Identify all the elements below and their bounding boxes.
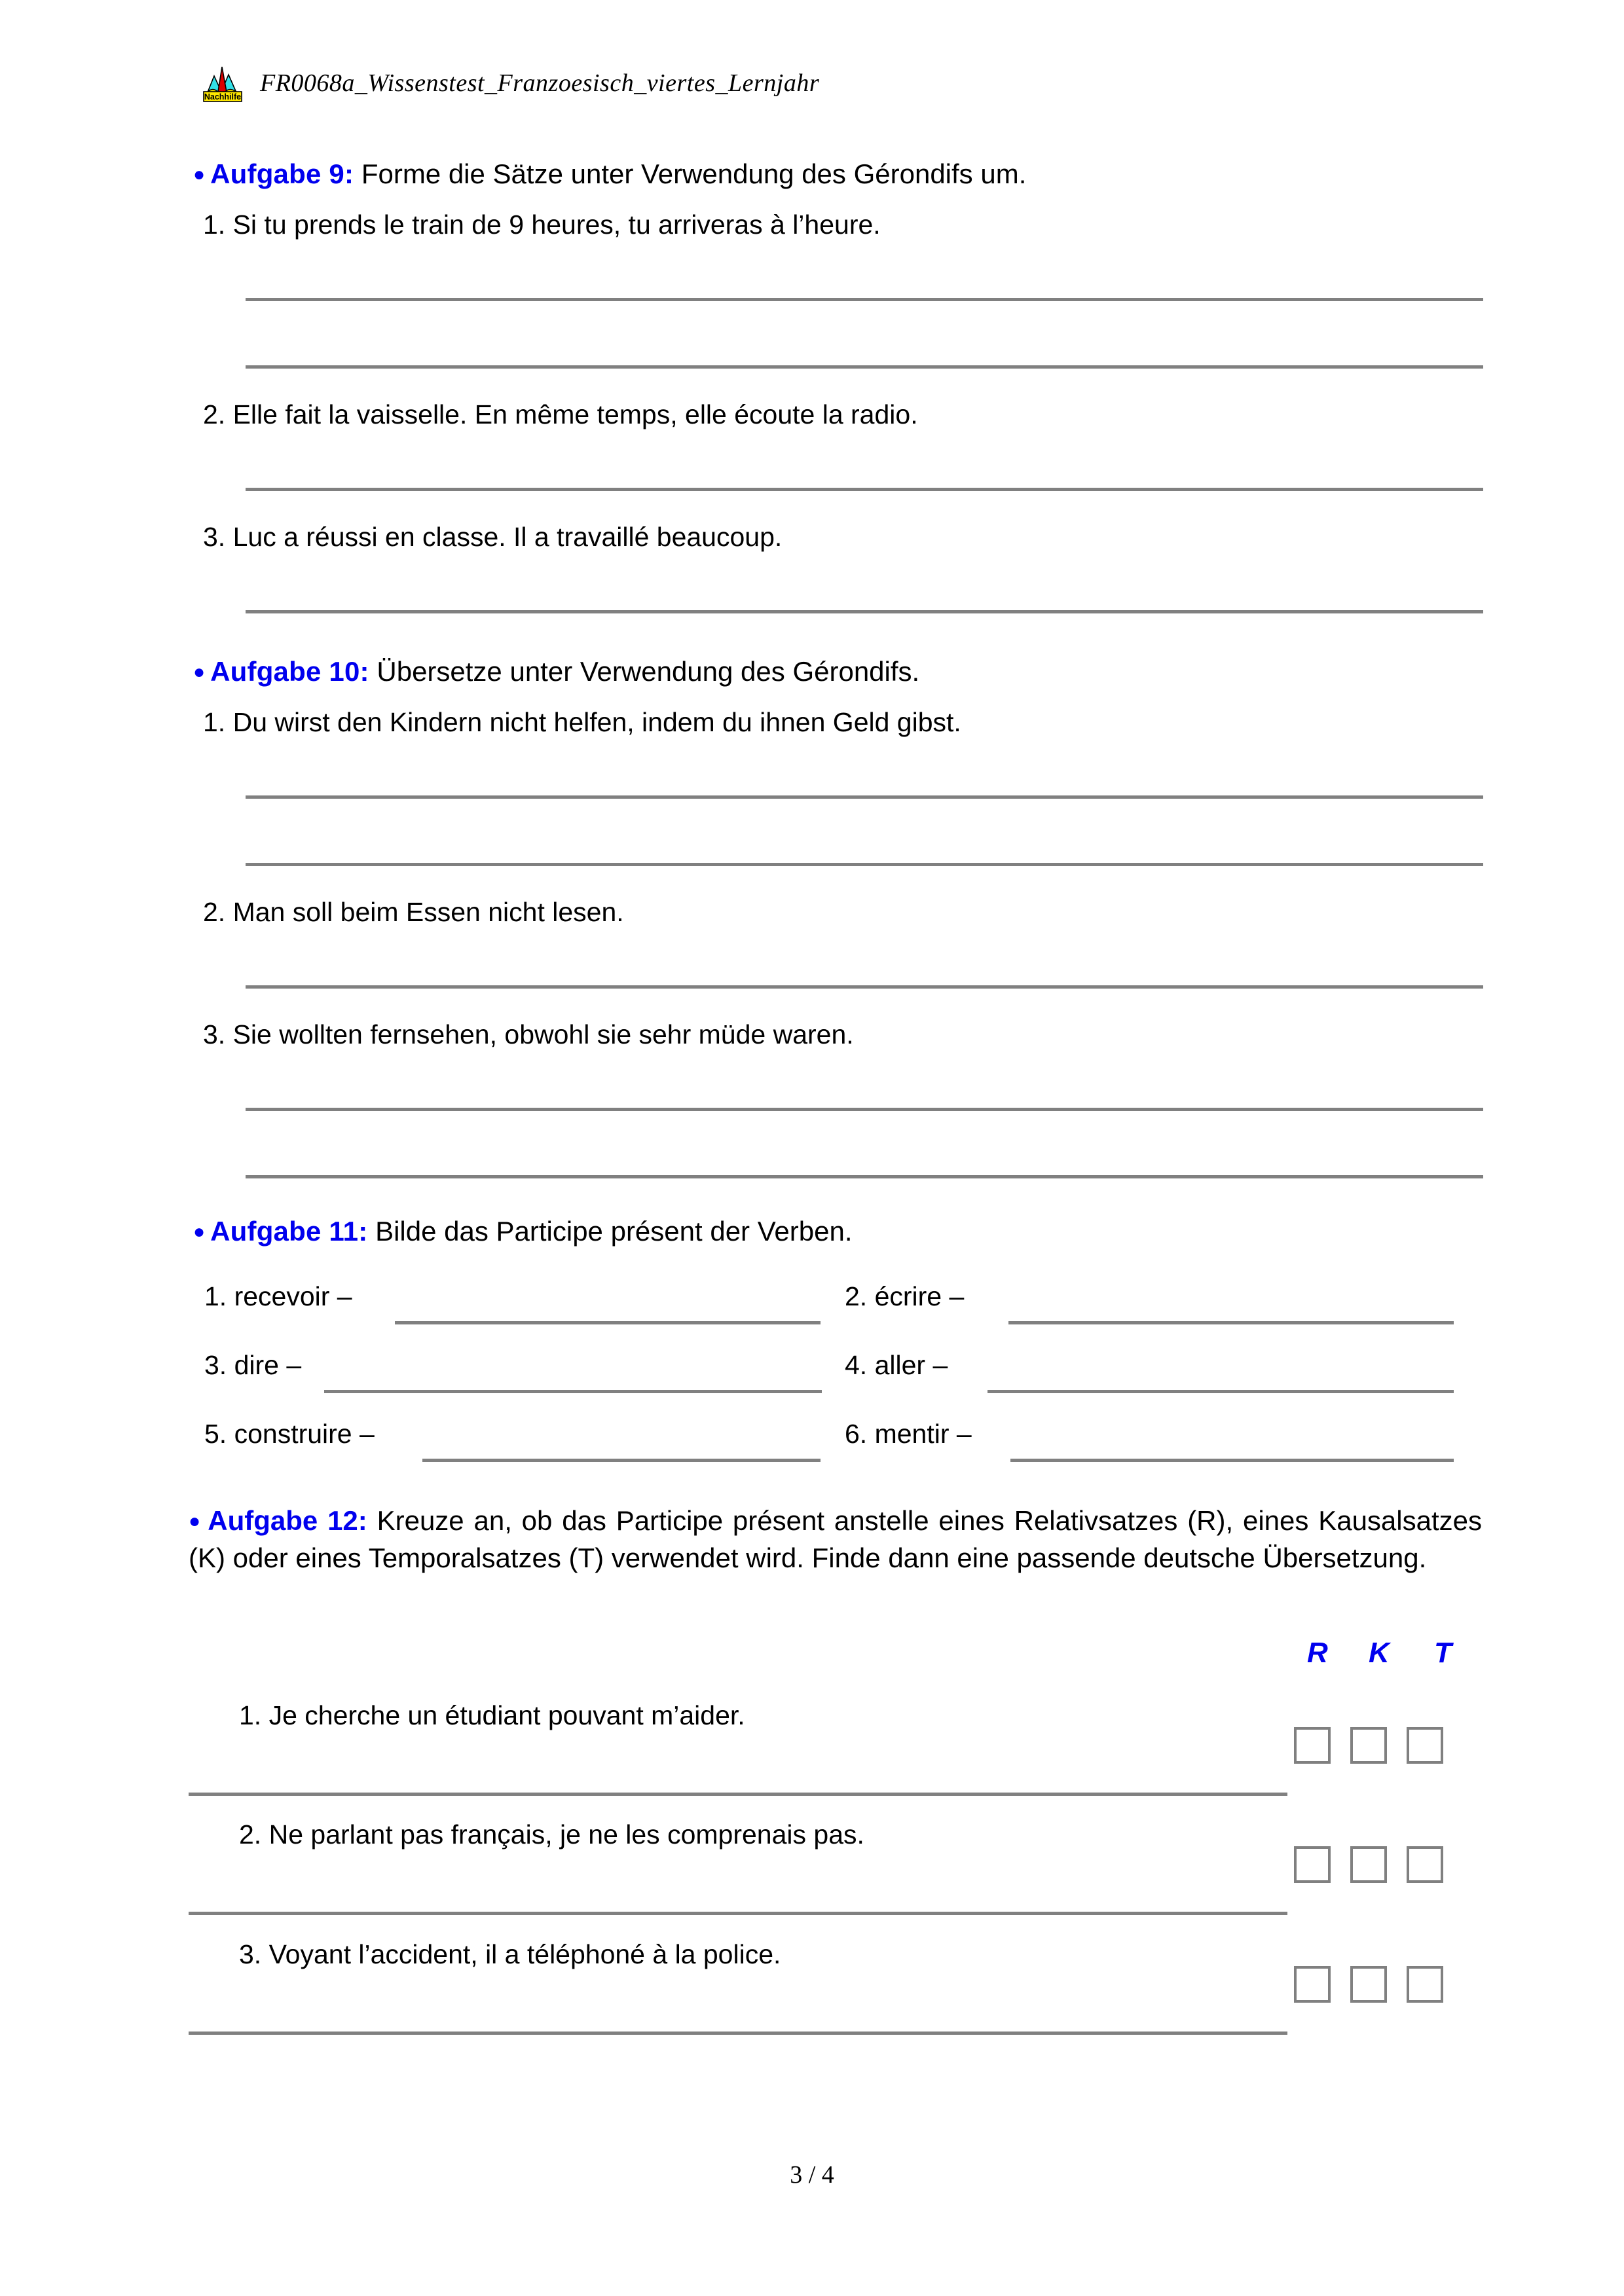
task12-checkbox-2-k[interactable] <box>1350 1846 1387 1883</box>
task11-verb-2: 2. écrire – <box>845 1281 965 1311</box>
task12-checkbox-3-r[interactable] <box>1294 1966 1331 2003</box>
task11-blank-5[interactable] <box>422 1459 821 1462</box>
task9-item-1: 1. Si tu prends le train de 9 heures, tu arriveras à l’heure. <box>203 210 881 240</box>
task12-checkbox-3-k[interactable] <box>1350 1966 1387 2003</box>
task-heading-9 <box>193 157 1026 192</box>
task-heading-10 <box>193 655 919 689</box>
task12-answer-line-3[interactable] <box>189 2032 1287 2035</box>
task11-blank-3[interactable] <box>324 1390 822 1393</box>
column-header-t: T <box>1434 1637 1452 1669</box>
task12-checkbox-1-r[interactable] <box>1294 1727 1331 1764</box>
task-tag-10: Aufgabe 10: <box>210 656 369 687</box>
bullet-icon-12: ● <box>189 1510 203 1532</box>
task-instruction-9: Forme die Sätze unter Verwendung des Gérondifs um. <box>361 158 1027 189</box>
nachhilfe-logo-icon <box>200 63 246 103</box>
task9-item-2: 2. Elle fait la vaisselle. En même temps, elle écoute la radio. <box>203 399 918 429</box>
page-footer <box>0 2160 1624 2189</box>
task10-item-1: 1. Du wirst den Kindern nicht helfen, indem du ihnen Geld gibst. <box>203 707 961 737</box>
task11-verb-6: 6. mentir – <box>845 1419 972 1449</box>
task12-item-3: 3. Voyant l’accident, il a téléphoné à la police. <box>239 1939 781 1969</box>
task-instruction-11: Bilde das Participe présent der Verben. <box>375 1216 853 1247</box>
task10-answer-line-1b[interactable] <box>246 863 1483 866</box>
page-header <box>200 63 819 103</box>
bullet-icon-11: ● <box>193 1221 206 1243</box>
task10-answer-line-1a[interactable] <box>246 795 1483 799</box>
task10-answer-line-3b[interactable] <box>246 1175 1483 1178</box>
task12-checkbox-3-t[interactable] <box>1407 1966 1443 2003</box>
task-instruction-12: Kreuze an, ob das Participe présent anstelle eines Relativsatzes (R), eines Kausalsatzes (K) oder eines Temporalsatzes (T) verwendet wird. Finde dann eine passende deutsche Übersetzung. <box>189 1505 1482 1573</box>
task9-answer-line-1a[interactable] <box>246 298 1483 301</box>
task10-answer-line-2a[interactable] <box>246 985 1483 989</box>
task12-item-1: 1. Je cherche un étudiant pouvant m’aider. <box>239 1700 745 1730</box>
column-header-k: K <box>1369 1637 1390 1669</box>
task11-verb-3: 3. dire – <box>204 1350 302 1380</box>
task12-answer-line-2[interactable] <box>189 1912 1287 1915</box>
task10-item-2: 2. Man soll beim Essen nicht lesen. <box>203 897 624 927</box>
task10-item-3: 3. Sie wollten fernsehen, obwohl sie sehr müde waren. <box>203 1019 854 1049</box>
task-heading-11 <box>193 1214 853 1249</box>
task12-checkbox-2-t[interactable] <box>1407 1846 1443 1883</box>
svg-text:Nachhilfe: Nachhilfe <box>204 92 242 101</box>
column-header-r: R <box>1307 1637 1328 1669</box>
task11-blank-4[interactable] <box>987 1390 1454 1393</box>
task11-verb-4: 4. aller – <box>845 1350 948 1380</box>
task11-blank-6[interactable] <box>1010 1459 1454 1462</box>
task-tag-11: Aufgabe 11: <box>210 1216 368 1247</box>
task12-checkbox-1-t[interactable] <box>1407 1727 1443 1764</box>
task11-blank-1[interactable] <box>395 1321 821 1324</box>
task-tag-12: Aufgabe 12: <box>208 1505 367 1536</box>
task12-answer-line-1[interactable] <box>189 1793 1287 1796</box>
task12-checkbox-1-k[interactable] <box>1350 1727 1387 1764</box>
task12-checkbox-2-r[interactable] <box>1294 1846 1331 1883</box>
bullet-icon-10: ● <box>193 661 206 683</box>
task-instruction-10: Übersetze unter Verwendung des Gérondifs. <box>377 656 920 687</box>
task9-answer-line-2a[interactable] <box>246 488 1483 491</box>
task-heading-12 <box>189 1503 1482 1576</box>
task11-blank-2[interactable] <box>1008 1321 1454 1324</box>
bullet-icon-9: ● <box>193 164 206 185</box>
task11-verb-1: 1. recevoir – <box>204 1281 352 1311</box>
task9-answer-line-3a[interactable] <box>246 610 1483 613</box>
document-title: FR0068a_Wissenstest_Franzoesisch_viertes_Lernjahr <box>260 69 820 97</box>
task11-verb-5: 5. construire – <box>204 1419 375 1449</box>
task10-answer-line-3a[interactable] <box>246 1108 1483 1111</box>
task9-item-3: 3. Luc a réussi en classe. Il a travaillé beaucoup. <box>203 522 783 552</box>
page-number: 3 / 4 <box>790 2161 834 2189</box>
task-tag-9: Aufgabe 9: <box>210 158 354 189</box>
task9-answer-line-1b[interactable] <box>246 365 1483 369</box>
task12-item-2: 2. Ne parlant pas français, je ne les comprenais pas. <box>239 1819 864 1850</box>
